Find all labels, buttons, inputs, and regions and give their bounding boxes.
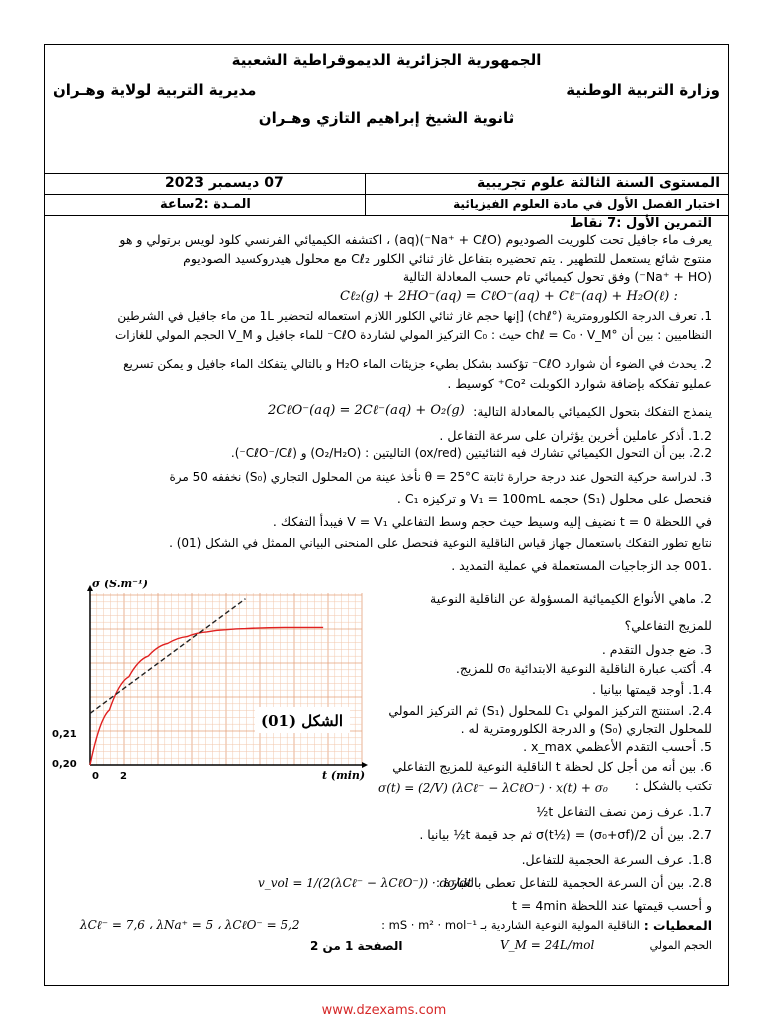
question-2-4-line-2: للمحلول التجاري (S₀) و الدرجة الكلورومترية له . [460, 721, 712, 736]
question-2-1: 1.2. أذكر عاملين أخرين يؤثران على سرعة التفاعل . [439, 428, 712, 443]
equation-1: Cℓ₂(g) + 2HO⁻(aq) = CℓO⁻(aq) + Cℓ⁻(aq) + H₂O(ℓ) : [340, 289, 678, 304]
ministry-name: وزارة التربية الوطنية [566, 81, 720, 99]
equation-8: v_vol = 1/(2(λCℓ⁻ − λCℓO⁻)) · dσ/dt [258, 876, 472, 890]
footer-site[interactable]: www.dzexams.com [321, 1003, 447, 1018]
question-2-8-b: و أحسب قيمتها عند اللحظة t = 4min [512, 898, 712, 913]
question-3: 3. ضع جدول التقدم . [601, 642, 712, 657]
y-axis-label: σ (S.m⁻¹) [92, 580, 148, 590]
directorate-name: مديرية التربية لولاية وهـران [53, 81, 257, 99]
x-tick-label: 0 [92, 771, 99, 782]
exam-date: 07 ديسمبر 2023 [165, 175, 284, 191]
x-tick-label: 2 [120, 771, 127, 782]
question-2-8: 2.8. بين أن السرعة الحجمية للتفاعل تعطى بالعبارة : [435, 875, 712, 890]
question-2a: 2. ماهي الأنواع الكيميائية المسؤولة عن الناقلية النوعية [430, 591, 712, 606]
question-1-line-1: 1. تعرف الدرجة الكلورومترية (°chℓ) [إنها حجم غاز ثنائي الكلور اللازم استعماله لتحضير 1L من ماء جافيل في الشرطين [117, 309, 712, 323]
y-tick-label-020: 0,20 [52, 759, 77, 770]
data-conductivity-values: λCℓ⁻ = 7,6 ، λNa⁺ = 5 ، λCℓO⁻ = 5,2 [80, 918, 300, 932]
data-molar-volume: V_M = 24L/mol [500, 938, 595, 952]
question-2-line-1: 2. يحدث في الضوء أن شوارد CℓO⁻ تؤكسد بشكل بطيء جزيئات الماء H₂O و بالتالي يتفكك الماء جافيل و يمكن تسريع [123, 357, 712, 371]
question-2-line-3: ينمذج التفكك بتحول الكيميائي بالمعادلة التالية: [473, 404, 712, 419]
exercise-title: التمرين الأول :7 نقاط [570, 216, 712, 231]
question-1-4: 1.4. أوجد قيمتها بيانيا . [592, 682, 712, 697]
republic-title: الجمهورية الجزائرية الديموقراطية الشعبية [231, 51, 542, 69]
x-axis-label: t (min) [322, 769, 366, 782]
exam-level: المستوى السنة الثالثة علوم تجريبية [476, 175, 720, 191]
conductivity-chart-svg [82, 580, 372, 785]
x-axis-arrow [362, 762, 368, 768]
exam-header [45, 45, 728, 174]
question-2b: للمزيج التفاعلي؟ [624, 618, 712, 633]
question-2-4-line-1: 2.4. استنتج التركيز المولي C₁ للمحلول (S₁) ثم التركيز المولي [388, 703, 712, 718]
question-1-7: 1.7. عرف زمن نصف التفاعل t½ [536, 804, 712, 819]
equation-6: σ(t) = (2/V) (λCℓ⁻ − λCℓO⁻) · x(t) + σ₀ [378, 781, 608, 795]
intro-line-1: يعرف ماء جافيل تحت كلوريت الصوديوم (Na⁺ + CℓO⁻)(aq) ، اكتشفه الكيميائي الفرنسي كلود لويس برتولي و هو [119, 232, 712, 247]
question-5: 5. أحسب التقدم الأعظمي x_max . [523, 739, 712, 754]
figure-01-chart [82, 580, 372, 789]
question-3-line-4: نتابع تطور التفكك باستعمال جهاز قياس الناقلية النوعية فنحصل على المنحنى البياني الممثل في الشكل (01) . [169, 536, 712, 550]
chart-title: الشكل (01) [260, 712, 344, 730]
equation-2: 2CℓO⁻(aq) = 2Cℓ⁻(aq) + O₂(g) [268, 403, 465, 418]
question-3-line-3: في اللحظة t = 0 نضيف إليه وسيط حيث حجم وسط التفاعلي V = V₁ فيبدأ التفكك . [272, 514, 712, 529]
y-tick-label-021: 0,21 [52, 729, 77, 740]
question-6-line-2: تكتب بالشكل : [634, 778, 712, 793]
exam-subject: اختبار الفصل الأول في مادة العلوم الفيزيائية [453, 197, 720, 211]
question-001: .001 جد الزجاجيات المستعملة في عملية التمديد . [451, 558, 712, 573]
question-2-2: 2.2. بين أن التحول الكيميائي تشارك فيه الثنائيتين (ox/red) التاليتين : (O₂/H₂O) و (CℓO⁻/Cℓ⁻). [230, 446, 712, 460]
question-3-line-2: فنحصل على محلول (S₁) حجمه V₁ = 100mL و تركيزه C₁ . [396, 491, 712, 506]
question-1-8: 1.8. عرف السرعة الحجمية للتفاعل. [521, 852, 712, 867]
exam-duration: المـدة :2ساعة [160, 197, 251, 212]
question-3-line-1: 3. لدراسة حركية التحول عند درجة حرارة ثابتة θ = 25°C نأخذ عينة من المحلول التجاري (S₀) نخففه 50 مرة [169, 470, 712, 484]
data-label: المعطيات : [643, 918, 712, 933]
question-2-line-2: عمليو تفككه بإضافة شوارد الكوبلت Co²⁺ كوسيط . [447, 376, 712, 391]
intro-line-2: منتوج شائع يستعمل للتطهير . يتم تحضيره بتفاعل غاز ثنائي الكلور Cℓ₂ مع محلول هيدروكسيد الصوديوم [183, 251, 712, 266]
question-2-7: 2.7. بين أن σ(t½) = (σ₀+σf)/2 ثم جد قيمة t½ بيانيا . [419, 827, 712, 842]
page-number: الصفحة 1 من 2 [310, 939, 403, 953]
question-6-line-1: 6. بين أنه من أجل كل لحظة t الناقلية النوعية للمزيج التفاعلي [392, 759, 712, 774]
data-molar-volume-label: الحجم المولي [649, 939, 712, 952]
intro-line-3: (Na⁺ + HO⁻) وفق تحول كيميائي تام حسب المعادلة التالية [402, 269, 712, 284]
question-1-line-2: النظاميين : بين أن °chℓ = C₀ · V_M حيث : C₀ التركيز المولي لشاردة CℓO⁻ للماء جافيل و V_M الحجم المولي للغازات [114, 328, 712, 342]
question-4: 4. أكتب عبارة الناقلية النوعية الابتدائية σ₀ للمزيج. [455, 661, 712, 676]
school-name: ثانوية الشيخ إبراهيم التازي وهـران [258, 109, 515, 127]
data-conductivity-label: الناقلية المولية النوعية الشاردية بـ mS · m² · mol⁻¹ : [381, 918, 640, 932]
exam-info-table [45, 173, 728, 216]
